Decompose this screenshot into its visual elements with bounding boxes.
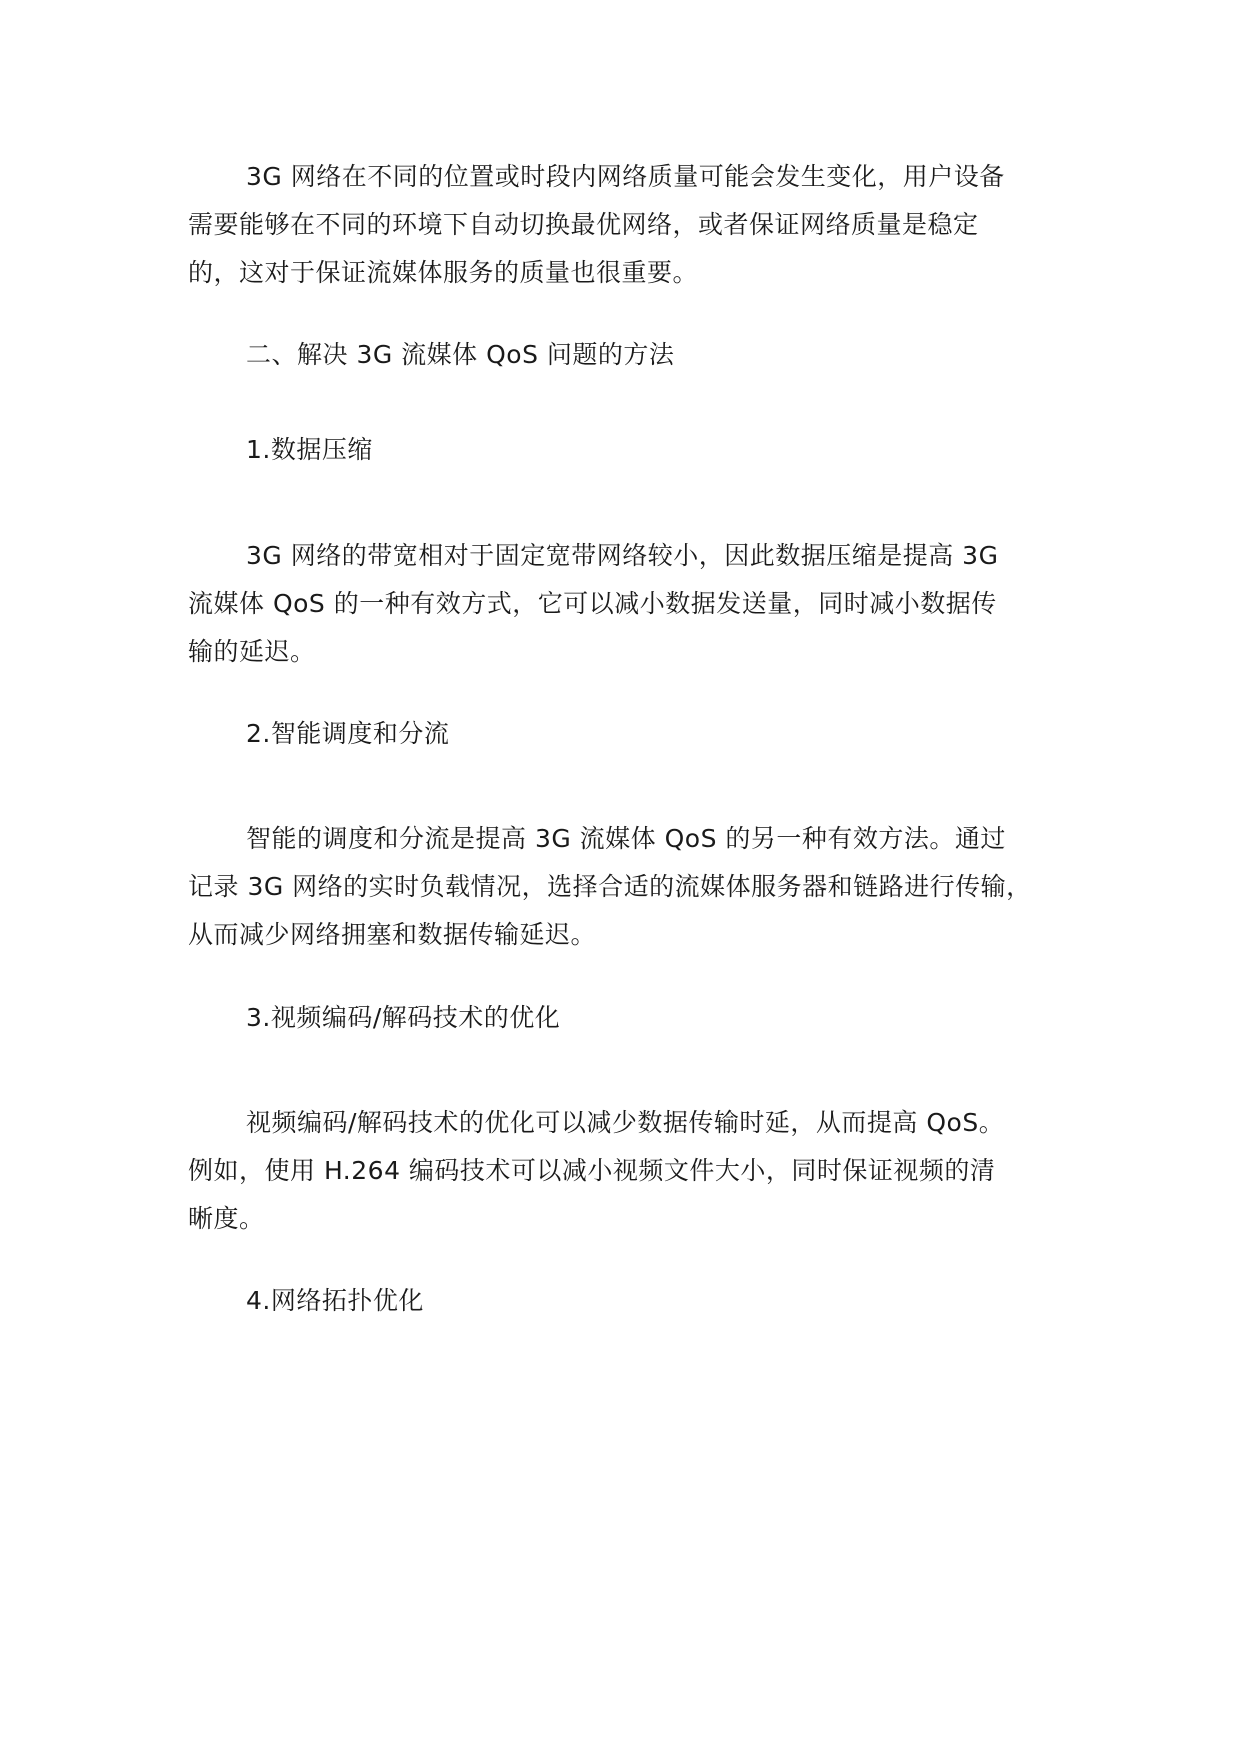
paragraph-video-codec xyxy=(188,1099,1004,1243)
paragraph-line: 的，这对于保证流媒体服务的质量也很重要。 xyxy=(188,258,699,287)
paragraph-line: 视频编码/解码技术的优化可以减少数据传输时延，从而提高 QoS。 xyxy=(246,1108,1005,1137)
subheading-video-codec: 3.视频编码/解码技术的优化 xyxy=(246,1003,561,1032)
paragraph-data-compression xyxy=(188,532,998,676)
paragraph-line: 输的延迟。 xyxy=(188,637,316,666)
paragraph-line: 需要能够在不同的环境下自动切换最优网络，或者保证网络质量是稳定 xyxy=(188,210,979,239)
paragraph-smart-scheduling xyxy=(188,815,1032,959)
paragraph-line: 记录 3G 网络的实时负载情况，选择合适的流媒体服务器和链路进行传输， xyxy=(188,872,1032,901)
paragraph-line: 3G 网络的带宽相对于固定宽带网络较小，因此数据压缩是提高 3G xyxy=(246,541,999,570)
subheading-data-compression: 1.数据压缩 xyxy=(246,435,373,464)
paragraph-line: 流媒体 QoS 的一种有效方式，它可以减小数据发送量，同时减小数据传 xyxy=(188,589,997,618)
subheading-network-topology: 4.网络拓扑优化 xyxy=(246,1286,424,1315)
paragraph-line: 3G 网络在不同的位置或时段内网络质量可能会发生变化，用户设备 xyxy=(246,162,1005,191)
subheading-smart-scheduling: 2.智能调度和分流 xyxy=(246,719,450,748)
paragraph-line: 智能的调度和分流是提高 3G 流媒体 QoS 的另一种有效方法。通过 xyxy=(246,824,1006,853)
paragraph-line: 从而减少网络拥塞和数据传输延迟。 xyxy=(188,920,597,949)
paragraph-line: 晰度。 xyxy=(188,1204,265,1233)
paragraph-line: 例如，使用 H.264 编码技术可以减小视频文件大小，同时保证视频的清 xyxy=(188,1156,996,1185)
section-title: 二、解决 3G 流媒体 QoS 问题的方法 xyxy=(246,340,675,369)
paragraph-network-variation xyxy=(188,153,1005,297)
